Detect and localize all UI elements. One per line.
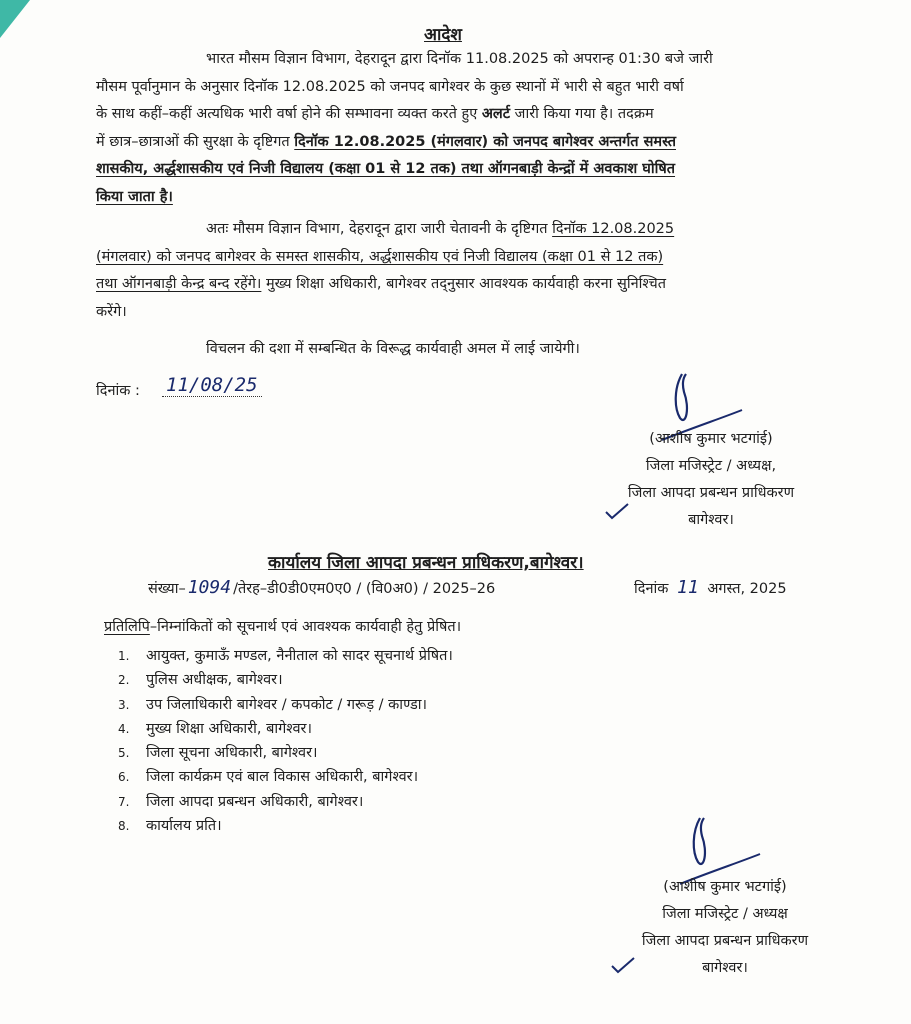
list-item: 5. जिला सूचना अधिकारी, बागेश्वर।	[118, 745, 318, 762]
list-item: 2. पुलिस अधीक्षक, बागेश्वर।	[118, 672, 283, 689]
list-item: 8. कार्यालय प्रति।	[118, 818, 222, 835]
holiday-date-highlight: दिनॉक 12.08.2025 (मंगलवार) को जनपद बागेश्वर अन्तर्गत समस्त	[294, 133, 676, 150]
office-signatory-org: जिला आपदा प्रबन्धन प्राधिकरण	[641, 933, 809, 949]
alert-word: अलर्ट	[481, 106, 511, 122]
para2-line-3: तथा ऑगनबाड़ी केन्द्र बन्द रहेंगे। मुख्य शिक्षा अधिकारी, बागेश्वर तद्नुसार आवश्यक कार्यवाही करना सुनिश्चित	[96, 276, 667, 292]
order-signatory-name: (आशीष कुमार भटगांई)	[649, 431, 773, 447]
para1-line-2: मौसम पूर्वानुमान के अनुसार दिनॉक 12.08.2025 को जनपद बागेश्वर के कुछ स्थानों में भारी से बहुत भारी वर्षा	[96, 78, 684, 95]
office-date-line: दिनांक 11 अगस्त, 2025	[634, 577, 787, 598]
order-signatory-org: जिला आपदा प्रबन्धन प्राधिकरण	[627, 485, 795, 501]
order-signatory-title: जिला मजिस्ट्रेट / अध्यक्ष,	[645, 458, 777, 474]
reference-number-line: संख्या– 1094 /तेरह–डी0डी0एम0ए0 / (वि0अ0) / 2025–26	[148, 577, 496, 598]
para1-line-4: में छात्र–छात्राओं की सुरक्षा के दृष्टिगत दिनॉक 12.08.2025 (मंगलवार) को जनपद बागेश्वर अन्तर्गत समस्त	[96, 133, 676, 150]
office-signatory-name: (आशीष कुमार भटगांई)	[663, 879, 787, 895]
order-paragraph-2	[96, 216, 808, 326]
para1-line-6: किया जाता है।	[96, 188, 173, 205]
office-signatory-title: जिला मजिस्ट्रेट / अध्यक्ष	[662, 906, 788, 922]
order-date-handwritten: 11/08/25	[162, 374, 262, 397]
para2-line-2: (मंगलवार) को जनपद बागेश्वर के समस्त शासकीय, अर्द्धशासकीय एवं निजी विद्यालय (कक्षा 01 से 12 तक)	[96, 248, 664, 265]
tick-mark-1-icon	[604, 502, 630, 522]
order-paragraph-3: विचलन की दशा में सम्बन्धित के विरूद्ध कार्यवाही अमल में लाई जायेगी।	[206, 341, 580, 357]
order-signatory-place: बागेश्वर।	[688, 512, 734, 528]
para2-line-1: अतः मौसम विज्ञान विभाग, देहरादून द्वारा जारी चेतावनी के दृष्टिगत दिनॉक 12.08.2025	[206, 221, 675, 237]
list-item: 6. जिला कार्यक्रम एवं बाल विकास अधिकारी, बागेश्वर।	[118, 769, 419, 786]
corner-decoration	[0, 0, 30, 38]
para1-line-1: भारत मौसम विज्ञान विभाग, देहरादून द्वारा दिनॉक 11.08.2025 को अपरान्ह 01:30 बजे जारी	[206, 51, 713, 67]
list-item: 4. मुख्य शिक्षा अधिकारी, बागेश्वर।	[118, 720, 312, 737]
office-date-handwritten: 11	[677, 577, 699, 598]
list-item: 7. जिला आपदा प्रबन्धन अधिकारी, बागेश्वर।	[118, 793, 364, 810]
recipient-list	[118, 644, 453, 838]
list-item: 1. आयुक्त, कुमाऊँ मण्डल, नैनीताल को सादर सूचनार्थ प्रेषित।	[118, 648, 453, 664]
order-paragraph-1	[96, 46, 808, 211]
ref-number-handwritten: 1094	[187, 577, 232, 598]
order-date-label: दिनांक :	[96, 383, 140, 399]
list-item: 3. उप जिलाधिकारी बागेश्वर / कपकोट / गरूड़ / काण्डा।	[118, 696, 427, 713]
para1-line-3: के साथ कहीं–कहीं अत्यधिक भारी वर्षा होने की सम्भावना व्यक्त करते हुए अलर्ट जारी किया गया है। तदक्रम	[96, 106, 654, 122]
office-signatory-block	[600, 874, 850, 982]
office-heading: कार्यालय जिला आपदा प्रबन्धन प्राधिकरण,बागेश्वर।	[268, 553, 584, 573]
tick-mark-2-icon	[610, 956, 636, 976]
copy-intro: प्रतिलिपि–निम्नांकितों को सूचनार्थ एवं आवश्यक कार्यवाही हेतु प्रेषित।	[104, 619, 462, 635]
office-signatory-place: बागेश्वर।	[702, 960, 748, 976]
para2-line-4: करेंगे।	[96, 303, 127, 320]
order-heading: आदेश	[424, 25, 462, 45]
para1-line-5: शासकीय, अर्द्धशासकीय एवं निजी विद्यालय (कक्षा 01 से 12 तक) तथा ऑगनबाड़ी केन्द्रों में अवकाश घोषित	[96, 161, 676, 177]
